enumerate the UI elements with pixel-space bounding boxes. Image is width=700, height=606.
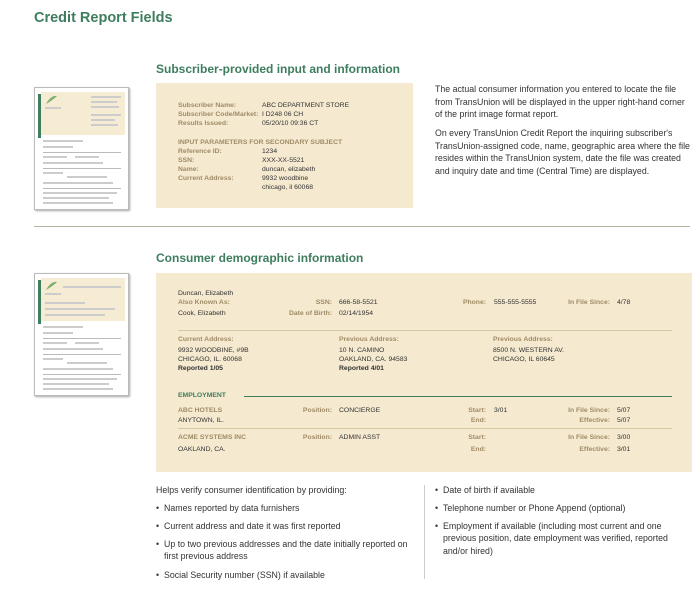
employer-1-end-label: End: [470,417,486,424]
previous-address-1-label: Previous Address: [339,336,399,343]
employer-1-effective-label: Effective: [579,417,610,424]
section-title-demographic: Consumer demographic information [156,251,364,265]
employer-1-start-label: Start: [468,407,486,414]
employer-2-position: ADMIN ASST [339,434,381,441]
employer-1-city: ANYTOWN, IL. [178,417,224,424]
employer-2-city: OAKLAND, CA. [178,446,226,453]
panel-divider-2 [178,428,672,429]
employer-2-effective-label: Effective: [579,446,610,453]
bullet-right-1: • Date of birth if available [435,484,693,496]
employer-2-position-label: Position: [302,434,332,441]
ssn-value: 666-58-5521 [339,299,378,306]
name-value: duncan, elizabeth [262,166,316,173]
phone-label: Phone: [462,299,486,306]
bullet-right-3: • Employment if available (including most current and one previous position, date employment was verified, reported and/or hired) [435,520,679,557]
subscriber-code-value: I D248 06 CH [262,111,304,118]
employer-1-position: CONCIERGE [339,407,381,414]
employer-2-infile: 3/00 [617,434,631,441]
current-address-line1: 9932 WOODBINE, #9B [178,347,249,354]
previous-address-1-line2: OAKLAND, CA. 94583 [339,356,408,363]
subscriber-info-panel [156,83,413,208]
demographic-panel [156,273,692,472]
current-address-label: Current Address: [178,175,234,182]
phone-value: 555-555-5555 [494,299,537,306]
bullet-left-1: • Names reported by data furnishers [156,502,418,514]
name-label: Name: [178,166,199,173]
subscriber-name-label: Subscriber Name: [178,102,237,109]
employer-2-name: ACME SYSTEMS INC [178,434,246,441]
ssn-value: XXX-XX-5521 [262,157,305,164]
aka-value: Cook, Elizabeth [178,310,226,317]
employment-rule [244,396,672,397]
subscriber-description-p1: The actual consumer information you entered to locate the file from TransUnion will be displayed in the upper right-hand corner of the print image format report. [435,84,685,120]
dob-label: Date of Birth: [288,310,332,317]
current-address-reported: Reported 1/05 [178,365,223,372]
results-issued-label: Results Issued: [178,120,229,127]
in-file-since-value: 4/78 [617,299,631,306]
employer-2-start-label: Start: [468,434,486,441]
reference-id-label: Reference ID: [178,148,222,155]
section-divider [34,226,690,227]
previous-address-2-label: Previous Address: [493,336,553,343]
subscriber-name-value: ABC DEPARTMENT STORE [262,102,350,109]
ssn-label: SSN: [315,299,332,306]
page-title: Credit Report Fields [34,10,173,26]
subscriber-description-p2: On every TransUnion Credit Report the inquiring subscriber's TransUnion-assigned code, name, geographic area where the file resides within the TransUnion system, date the file was created and inquiry date and time (Central Time) are displayed. [435,128,690,176]
section-title-subscriber: Subscriber-provided input and information [156,62,401,76]
employer-1-infile: 5/07 [617,407,631,414]
reference-id-value: 1234 [262,148,278,155]
previous-address-2-line2: CHICAGO, IL 60645 [493,356,555,363]
input-parameters-heading: INPUT PARAMETERS FOR SECONDARY SUBJECT [178,139,343,146]
report-thumbnail-2 [34,273,129,396]
employer-2-effective: 3/01 [617,446,631,453]
panel-divider-1 [178,330,672,331]
report-thumbnail-1 [34,87,129,210]
previous-address-1-reported: Reported 4/01 [339,365,384,372]
aka-label: Also Known As: [178,299,230,306]
dob-value: 02/14/1954 [339,310,374,317]
bullet-left-4: • Social Security number (SSN) if available [156,569,418,581]
employer-2-infile-label: In File Since: [568,434,610,441]
previous-address-2-line1: 8500 N. WESTERN AV. [493,347,565,354]
current-address-line1: 9932 woodbine [262,175,309,182]
previous-address-1-line1: 10 N. CAMINO [339,347,385,354]
current-address-line2: CHICAGO, IL. 60068 [178,356,242,363]
demographic-intro: Helps verify consumer identification by providing: [156,485,347,495]
column-divider [424,485,425,579]
employer-1-infile-label: In File Since: [568,407,610,414]
employer-2-end-label: End: [470,446,486,453]
employment-heading: EMPLOYMENT [178,392,226,399]
employer-1-effective: 5/07 [617,417,631,424]
subscriber-code-label: Subscriber Code/Market: [178,111,259,118]
employer-1-start: 3/01 [494,407,508,414]
ssn-label: SSN: [178,157,195,164]
employer-1-name: ABC HOTELS [178,407,223,414]
consumer-name: Duncan, Elizabeth [178,290,234,297]
employer-1-position-label: Position: [302,407,332,414]
in-file-since-label: In File Since: [568,299,610,306]
bullet-left-3: • Up to two previous addresses and the date initially reported on first previous address [156,538,418,563]
current-address-label: Current Address: [178,336,234,343]
bullet-right-2: • Telephone number or Phone Append (optional) [435,502,693,514]
results-issued-value: 05/20/10 09:36 CT [262,120,319,127]
current-address-line2: chicago, il 60068 [262,184,314,191]
bullet-left-2: • Current address and date it was first reported [156,520,418,532]
